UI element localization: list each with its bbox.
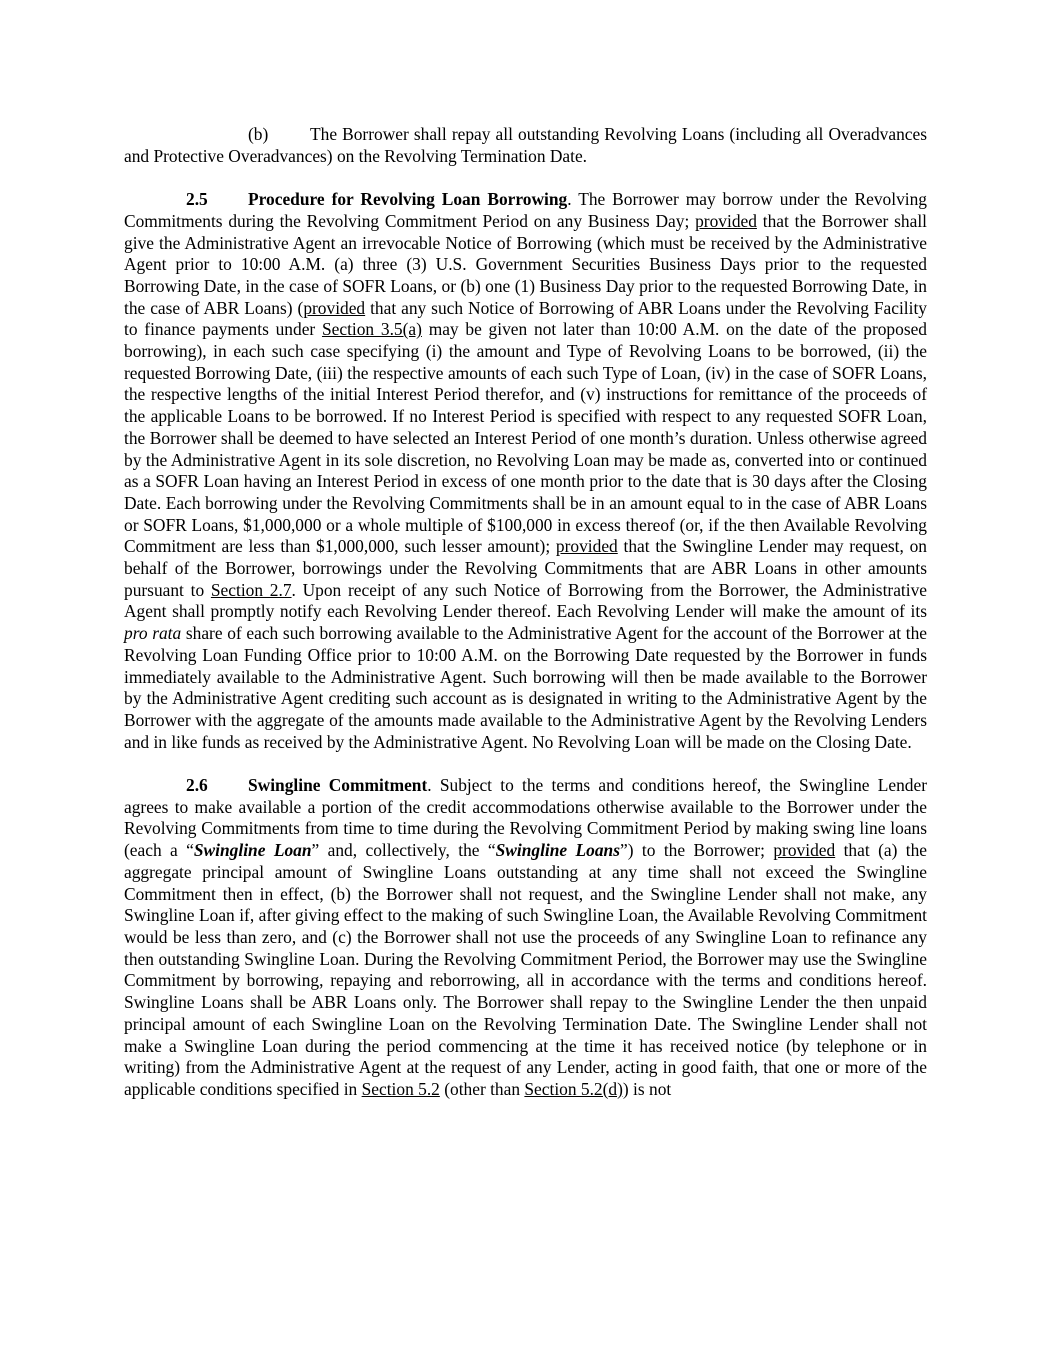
section-2-6-text: (other than (439, 1078, 525, 1099)
defined-term-swingline-loans: Swingline Loans (495, 840, 620, 861)
section-reference-5-2d: Section 5.2(d) (524, 1078, 623, 1099)
section-2-6-number: 2.6 (186, 775, 208, 796)
section-2-6-text: that (a) the aggregate principal amount of Swingline Loans outstanding at any time shall not exceed the Swingline Commitment then in effect, (b) the Borrower shall not request, and the Swingline Lender shall not make, any Swingline Loan if, after giving effect to the making of such Swingline Loan, the Available Revolving Commitment would be less than zero, and (c) the Borrower shall not use the proceeds of any Swingline Loan to refinance any then outstanding Swingline Loan. During the Revolving Commitment Period, the Borrower may use the Swingline Commitment by borrowing, repaying and reborrowing, all in accordance with the terms and conditions hereof. Swingline Loans shall be ABR Loans only. The Borrower shall repay to the Swingline Lender the then unpaid principal amount of each Swingline Loan on the Revolving Termination Date. The Swingline Lender shall not make a Swingline Loan during the period commencing at the time it has received notice (by telephone or in writing) from the Administrative Agent at the request of any Lender, acting in good faith, that one or more of the applicable conditions specified in (124, 840, 928, 1099)
section-2-5-text: that the Swingline Lender may request, on behalf of the Borrower, borrowings under the Revolving Commitments that are ABR Loans in other amounts pursuant to (124, 536, 927, 600)
section-2-6-heading: Swingline Commitment (248, 775, 428, 796)
section-2-5 (124, 189, 927, 753)
provided-term: provided (555, 536, 618, 557)
section-2-6-text: ) is not (622, 1078, 672, 1099)
pro-rata-term: pro rata (124, 623, 182, 644)
section-2-5-text: . The Borrower may borrow under the Revolving Commitments during the Revolving Commitment Period on any Business Day; (124, 189, 927, 231)
paragraph-b-label: (b) (248, 124, 269, 144)
document-page (124, 124, 927, 1122)
section-2-6 (124, 775, 927, 1101)
section-2-6-text: ” and, collectively, the “ (311, 840, 496, 861)
section-2-5-text: share of each such borrowing available to the Administrative Agent for the account of the Borrower at the Revolving Loan Funding Office prior to 10:00 A.M. on the Borrowing Date requested by the Borrower in funds immediately available to the Administrative Agent. Such borrowing will then be made available to the Borrower by the Administrative Agent crediting such account as is designated in writing to the Administrative Agent by the Borrower with the aggregate of the amounts made available to the Administrative Agent by the Revolving Lenders and in like funds as received by the Administrative Agent. No Revolving Loan will be made on the Closing Date. (124, 623, 927, 752)
section-2-5-heading: Procedure for Revolving Loan Borrowing (248, 189, 568, 210)
paragraph-b (124, 124, 927, 167)
provided-term: provided (695, 210, 757, 231)
section-2-5-number: 2.5 (186, 189, 208, 210)
section-2-5-text: . Upon receipt of any such Notice of Borrowing from the Borrower, the Administrative Agent shall promptly notify each Revolving Lender thereof. Each Revolving Lender will make the amount of its (124, 579, 927, 622)
provided-term: provided (773, 840, 836, 861)
section-reference-3-5a: Section 3.5(a) (321, 319, 422, 340)
paragraph-b-text: The Borrower shall repay all outstanding Revolving Loans (including all Overadvances and Protective Overadvances) on the Revolving Termination Date. (124, 124, 927, 166)
section-2-5-text: may be given not later than 10:00 A.M. on the date of the proposed borrowing), in each such case specifying (i) the amount and Type of Revolving Loans to be borrowed, (ii) the requested Borrowing Date, (iii) the respective amounts of each such Type of Loan, (iv) in the case of SOFR Loans, the respective lengths of the initial Interest Period therefor, and (v) instructions for remittance of the proceeds of the applicable Loans to be borrowed. If no Interest Period is specified with respect to any requested SOFR Loan, the Borrower shall be deemed to have selected an Interest Period of one month’s duration. Unless otherwise agreed by the Administrative Agent in its sole discretion, no Revolving Loan may be made as, converted into or continued as a SOFR Loan having an Interest Period in excess of one month prior to the date that is 30 days after the Closing Date. Each borrowing under the Revolving Commitments shall be in an amount equal to in the case of ABR Loans or SOFR Loans, $1,000,000 or a whole multiple of $100,000 in excess thereof (or, if the then Available Revolving Commitment are less than $1,000,000, such lesser amount); (124, 319, 927, 557)
section-2-6-text: . Subject to the terms and conditions hereof, the Swingline Lender agrees to make available a portion of the credit accommodations otherwise available to the Borrower under the Revolving Commitments from time to time during the Revolving Commitment Period by making swing line loans (each a “ (124, 775, 927, 861)
section-reference-5-2: Section 5.2 (361, 1078, 440, 1099)
section-reference-2-7: Section 2.7 (210, 579, 292, 600)
section-2-5-text: that any such Notice of Borrowing of ABR Loans under the Revolving Facility to finance payments under (124, 297, 928, 340)
section-2-6-text: ”) to the Borrower; (620, 840, 774, 861)
section-2-5-text: that the Borrower shall give the Administrative Agent an irrevocable Notice of Borrowing (which must be received by the Administrative Agent prior to 10:00 A.M. (a) three (3) U.S. Government Securities Business Days prior to the requested Borrowing Date, in the case of SOFR Loans, or (b) one (1) Business Day prior to the requested Borrowing Date, in the case of ABR Loans) ( (124, 210, 927, 318)
defined-term-swingline-loan: Swingline Loan (193, 840, 312, 861)
provided-term: provided (303, 297, 366, 318)
